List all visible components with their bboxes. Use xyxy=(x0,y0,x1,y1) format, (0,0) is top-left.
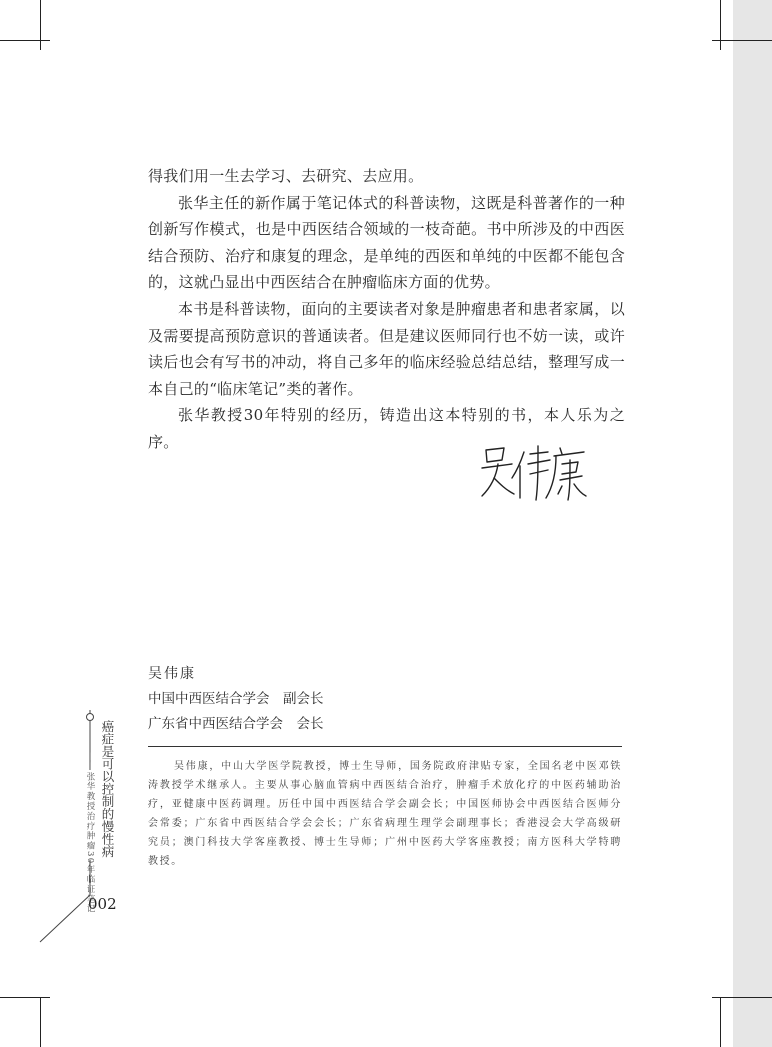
crop-mark xyxy=(712,40,772,41)
body-text xyxy=(148,163,625,456)
author-position: 广东省中西医结合学会 会长 xyxy=(148,716,324,732)
crop-mark xyxy=(40,0,41,50)
paragraph: 张华主任的新作属于笔记体式的科普读物，这既是科普著作的一种创新写作模式，也是中西医结合领域的一枝奇葩。书中所涉及的中西医结合预防、治疗和康复的理念，是单纯的西医和单纯的中医都不能包含的，这就凸显出中西医结合在肿瘤临床方面的优势。 xyxy=(148,193,625,292)
paragraph: 得我们用一生去学习、去研究、去应用。 xyxy=(148,167,424,185)
crop-mark xyxy=(40,997,41,1047)
divider-line xyxy=(148,746,622,747)
crop-mark xyxy=(0,997,50,998)
side-dot xyxy=(86,713,94,721)
handwritten-signature xyxy=(478,438,590,506)
page-number: 002 xyxy=(88,895,117,913)
author-bio: 吴伟康，中山大学医学院教授，博士生导师，国务院政府津贴专家，全国名老中医邓铁涛教授学术继承人。主要从事心脑血管病中西医结合治疗，肿瘤手术放化疗的中医药辅助治疗，亚健康中医药调理。历任中国中西医结合学会副会长；中国医师协会中西医结合医师分会常委；广东省中西医结合学会会长；广东省病理生理学会副理事长；香港浸会大学高级研究员；澳门科技大学客座教授、博士生导师；广州中医药大学客座教授；南方医科大学特聘教授。 xyxy=(148,761,622,867)
crop-mark xyxy=(0,40,50,41)
author-name: 吴伟康 xyxy=(148,666,196,682)
book-subtitle-vertical: ——张华教授治疗肿瘤30年临证笔记 xyxy=(85,752,95,915)
crop-mark xyxy=(720,997,721,1047)
author-block xyxy=(148,664,324,739)
author-position: 中国中西医结合学会 副会长 xyxy=(148,691,324,707)
paragraph: 本书是科普读物，面向的主要读者对象是肿瘤患者和患者家属，以及需要提高预防意识的普通读者。但是建议医师同行也不妨一读，或许读后也会有写书的冲动，将自己多年的临床经验总结总结，整理写成一本自己的“临床笔记”类的著作。 xyxy=(148,299,625,398)
crop-mark xyxy=(712,997,772,998)
crop-mark xyxy=(720,0,721,50)
book-title-vertical: 癌症是可以控制的慢性病 xyxy=(100,720,115,858)
page-edge-strip xyxy=(733,0,772,1047)
paragraph: 张华教授30年特别的经历，铸造出这本特别的书，本人乐为之序。 xyxy=(148,406,625,451)
